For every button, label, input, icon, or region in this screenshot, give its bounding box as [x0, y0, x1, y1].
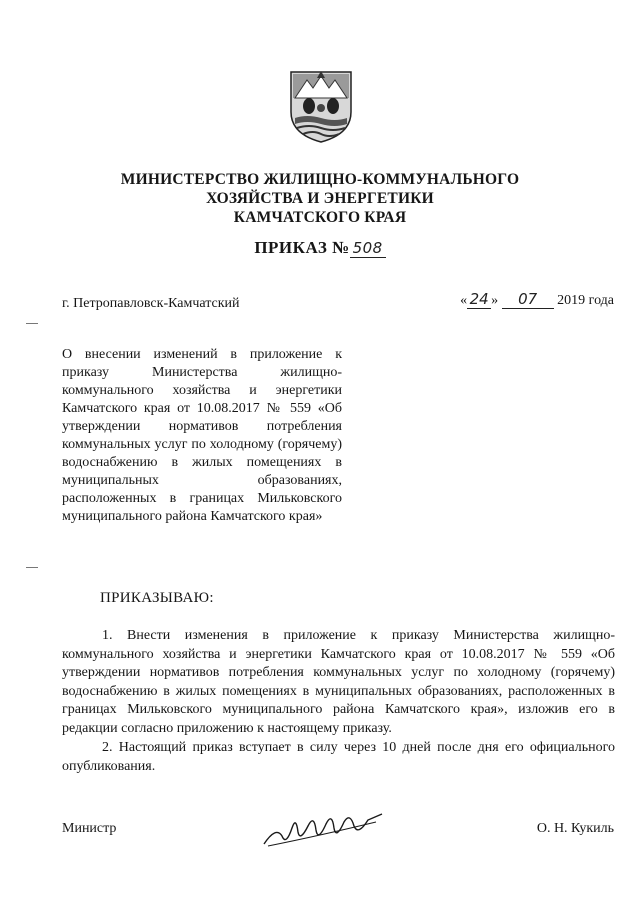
- margin-mark: [26, 323, 38, 324]
- margin-mark: [26, 567, 38, 568]
- ministry-name-line3: КАМЧАТСКОГО КРАЯ: [233, 209, 407, 226]
- decree-heading: ПРИКАЗЫВАЮ:: [100, 590, 214, 606]
- order-paragraph-2: [62, 739, 615, 776]
- subject-text: О внесении изменений в приложение к приказу Министерства жилищно-коммунального хозяйства и энергетики Камчатского края от 10.08.2017 № 559 «Об утверждении нормативов потребления коммунальных услуг по холодному (горячему) водоснабжению в жилых помещениях в муниципальных образованиях, расположенных в границах Мильковского муниципального района Камчатского края»: [62, 347, 342, 524]
- date-month: 07: [502, 290, 554, 309]
- document-subject: [62, 346, 342, 526]
- date-year: 2019 года: [557, 293, 614, 308]
- paragraph-text: 2. Настоящий приказ вступает в силу через 10 дней после дня его официального опубликования.: [62, 740, 615, 774]
- ministry-name-line1: МИНИСТЕРСТВО ЖИЛИЩНО-КОММУНАЛЬНОГО: [120, 171, 520, 188]
- paragraph-text: 1. Внести изменения в приложение к приказу Министерства жилищно-коммунального хозяйства и энергетики Камчатского края от 10.08.2017 № 559 «Об утверждении нормативов потребления коммунальных услуг по холодному (горячему) водоснабжению в жилых помещениях в муниципальных образованиях, расположенных в границах Мильковского муниципального района Камчатского края», изложив его в редакции согласно приложению к настоящему приказу.: [62, 628, 615, 736]
- ministry-name-line2: ХОЗЯЙСТВА И ЭНЕРГЕТИКИ: [206, 190, 434, 207]
- date-day: 24: [467, 290, 491, 309]
- document-place: г. Петропавловск-Камчатский: [62, 296, 240, 311]
- date-quote-open: «: [460, 293, 468, 308]
- signatory-name: О. Н. Кукиль: [536, 821, 614, 836]
- document-date: [460, 290, 614, 309]
- order-title-label: ПРИКАЗ №: [254, 238, 350, 257]
- order-title: [0, 238, 640, 258]
- signature-icon: [258, 806, 388, 852]
- signatory-role: Министр: [62, 821, 117, 836]
- coat-of-arms-icon: [287, 68, 355, 144]
- order-paragraph-1: [62, 627, 615, 738]
- date-quote-close: »: [491, 293, 499, 308]
- order-number: 508: [350, 239, 386, 258]
